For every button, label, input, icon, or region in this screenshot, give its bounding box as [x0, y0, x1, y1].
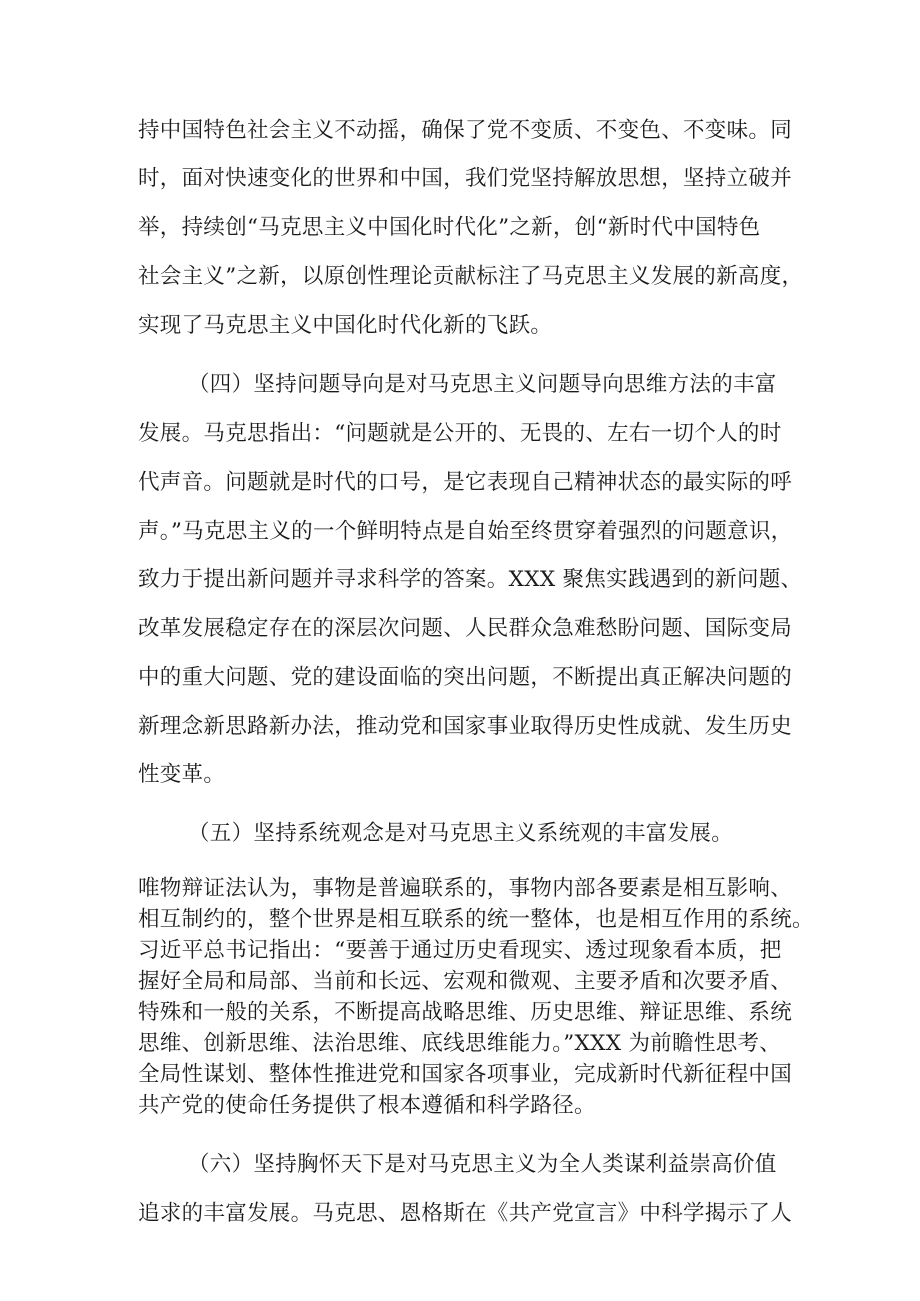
- text-line: 时，面对快速变化的世界和中国，我们党坚持解放思想，坚持立破并: [138, 166, 793, 191]
- text-line: 持中国特色社会主义不动摇，确保了党不变质、不变色、不变味。同: [138, 118, 793, 143]
- text-line: 特殊和一般的关系，不断提高战略思维、历史思维、辩证思维、系统: [138, 1000, 793, 1025]
- section-heading-6: （六）坚持胸怀天下是对马克思主义为全人类谋利益崇高价值: [188, 1152, 777, 1177]
- text-line: 共产党的使命任务提供了根本遵循和科学路径。: [138, 1093, 596, 1118]
- text-line: 致力于提出新问题并寻求科学的答案。XXX 聚焦实践遇到的新问题、: [138, 567, 803, 592]
- text-line: 性变革。: [138, 762, 226, 787]
- text-line: 追求的丰富发展。马克思、恩格斯在《共产党宣言》中科学揭示了人: [138, 1201, 793, 1226]
- text-line: 中的重大问题、党的建设面临的突出问题，不断提出真正解决问题的: [138, 665, 793, 690]
- text-line: 全局性谋划、整体性推进党和国家各项事业，完成新时代新征程中国: [138, 1062, 793, 1087]
- text-line: 相互制约的，整个世界是相互联系的统一整体，也是相互作用的系统。: [138, 907, 814, 932]
- section-heading-4: （四）坚持问题导向是对马克思主义问题导向思维方法的丰富: [188, 372, 777, 397]
- text-line: 握好全局和局部、当前和长远、宏观和微观、主要矛盾和次要矛盾、: [138, 969, 793, 994]
- text-line: 社会主义”之新，以原创性理论贡献标注了马克思主义发展的新高度，: [138, 264, 804, 289]
- section-heading-5: （五）坚持系统观念是对马克思主义系统观的丰富发展。: [188, 821, 734, 846]
- text-line: 声。”马克思主义的一个鲜明特点是自始至终贯穿着强烈的问题意识，: [138, 519, 793, 544]
- text-line: 新理念新思路新办法，推动党和国家事业取得历史性成就、发生历史: [138, 714, 793, 739]
- text-line: 改革发展稳定存在的深层次问题、人民群众急难愁盼问题、国际变局: [138, 616, 793, 641]
- text-line: 习近平总书记指出：“要善于通过历史看现实、透过现象看本质，把: [138, 938, 782, 963]
- text-line: 举，持续创“马克思主义中国化时代化”之新，创“新时代中国特色: [138, 215, 761, 240]
- text-line: 思维、创新思维、法治思维、底线思维能力。”XXX 为前瞻性思考、: [138, 1031, 782, 1056]
- text-line: 实现了马克思主义中国化时代化新的飞跃。: [138, 313, 553, 338]
- text-line: 代声音。问题就是时代的口号，是它表现自己精神状态的最实际的呼: [138, 470, 793, 495]
- text-line: 唯物辩证法认为，事物是普遍联系的，事物内部各要素是相互影响、: [138, 876, 793, 901]
- text-line: 发展。马克思指出：“问题就是公开的、无畏的、左右一切个人的时: [138, 421, 782, 446]
